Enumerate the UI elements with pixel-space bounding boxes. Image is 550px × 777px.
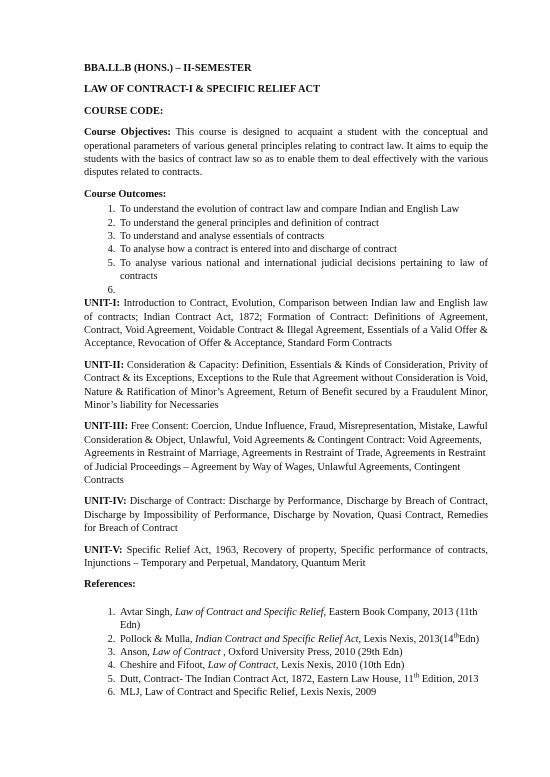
objectives-label: Course Objectives: [84, 127, 171, 139]
unit-label: UNIT-III: [84, 421, 129, 433]
list-item: 1. Avtar Singh, Law of Contract and Specific Relief, Eastern Book Company, 2013 (11th Edn) [118, 606, 488, 633]
unit-3 [84, 420, 488, 487]
references-label: References: [84, 579, 136, 591]
list-item: 5. Dutt, Contract- The Indian Contract Act, 1872, Eastern Law House, 11th Edition, 2013 [118, 673, 488, 686]
unit-text: Specific Relief Act, 1963, Recovery of property, Specific performance of contracts, Injunctions – Temporary and Perpetual, Mandatory, Quantum Merit [84, 544, 488, 569]
unit-text: Discharge of Contract: Discharge by Performance, Discharge by Breach of Contract, Discharge by Impossibility of Performance, Discharge by Novation, Quasi Contract, Remedies for Breach of Contract [84, 496, 488, 535]
unit-text: Introduction to Contract, Evolution, Comparison between Indian law and English law of contracts; Indian Contract Act, 1872; Formation of Contract: Definitions of Agreement, Contract, Void Agreement, Voidable Contract & Illegal Agreement, Essentials of a Valid Offer & Acceptance, Revocation of Offer & Acceptance, Standard Form Contracts [84, 298, 488, 350]
outcomes-list [84, 203, 488, 297]
unit-text: Consideration & Capacity: Definition, Essentials & Kinds of Consideration, Privity of Contract & its Exceptions, Exceptions to the Rule that Agreement without Consideration is Void, Nature & Ratification of Minor’s Agreement, Return of Benefit secured by a Fraudulent Minor, Minor’s liability for Necessaries [84, 359, 488, 411]
list-item: 2. To understand the general principles and definition of contract [118, 217, 488, 230]
list-item: 4. Cheshire and Fifoot, Law of Contract, Lexis Nexis, 2010 (10th Edn) [118, 659, 488, 672]
list-item: 2. Pollock & Mulla, Indian Contract and Specific Relief Act, Lexis Nexis, 2013(14thEdn) [118, 633, 488, 646]
references-list [84, 606, 488, 700]
unit-label: UNIT-II: [84, 359, 125, 371]
course-title: LAW OF CONTRACT-I & SPECIFIC RELIEF ACT [84, 84, 320, 96]
unit-label: UNIT-V: [84, 544, 123, 556]
list-item: 3. Anson, Law of Contract , Oxford University Press, 2010 (29th Edn) [118, 646, 488, 659]
list-item [118, 284, 488, 297]
outcomes-label: Course Outcomes: [84, 188, 167, 200]
unit-1 [84, 297, 488, 351]
course-objectives [84, 126, 488, 180]
list-item: 4. To analyse how a contract is entered into and discharge of contract [118, 243, 488, 256]
unit-5 [84, 544, 488, 571]
unit-2 [84, 359, 488, 413]
unit-label: UNIT-I: [84, 298, 120, 310]
unit-label: UNIT-IV: [84, 496, 127, 508]
objectives-text: This course is designed to acquaint a student with the conceptual and operational parameters of various general principles relating to contract law. It aims to equip the students with the basics of contract law so as to enable them to deal effectively with the various disputes related to contracts. [84, 127, 488, 179]
list-item: 3. To understand and analyse essentials of contracts [118, 230, 488, 243]
list-item: 1. To understand the evolution of contract law and compare Indian and English Law [118, 203, 488, 216]
unit-4 [84, 495, 488, 535]
list-item: 5. To analyse various national and international judicial decisions pertaining to law of contracts [118, 257, 488, 284]
list-item: 6. MLJ, Law of Contract and Specific Relief, Lexis Nexis, 2009 [118, 686, 488, 699]
course-code-label: COURSE CODE: [84, 105, 164, 117]
unit-text: Free Consent: Coercion, Undue Influence, Fraud, Misrepresentation, Mistake, Lawful Consideration & Object, Unlawful, Void Agreements & Contingent Contract: Void Agreements, Agreements in Restraint of Marriage, Agreements in Restraint of Trade, Agreements in Restraint of Judicial Proceedings – Agreement by Way of Wages, Unlawful Agreements, Contingent Contracts [84, 421, 488, 486]
program-heading: BBA.LL.B (HONS.) – II-SEMESTER [84, 63, 252, 74]
